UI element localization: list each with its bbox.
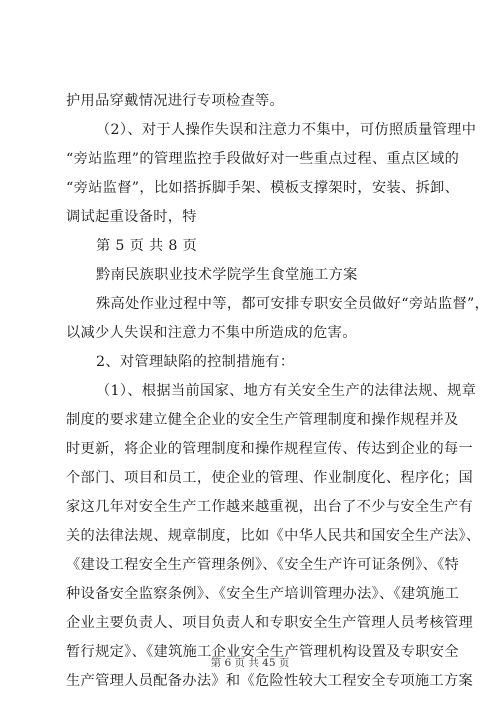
- text-line-19: 企业主要负责人、项目负责人和专职安全生产管理人员考核管理: [66, 615, 474, 631]
- text-line-13: 时更新，将企业的管理制度和操作规程宣传、传达到企业的每一: [66, 441, 474, 457]
- text-line-21: 生产管理人员配备办法》和《危险性较大工程安全专项施工方案: [66, 673, 474, 689]
- text-line-9: 以减少人失误和注意力不集中所造成的危害。: [66, 325, 357, 341]
- section-heading: 2、对管理缺陷的控制措施有：: [96, 354, 295, 370]
- page-marker: 第 5 页 共 8 页: [96, 238, 198, 254]
- text-line-20: 暂行规定》、《建筑施工企业安全生产管理机构设置及专职安全: [66, 644, 459, 660]
- text-line-16: 关的法律法规、规章制度，比如《中华人民共和国安全生产法》、: [66, 528, 481, 544]
- text-line-14: 个部门、项目和员工，使企业的管理、作业制度化、程序化；国: [66, 470, 474, 486]
- text-line-4: “旁站监督”，比如搭拆脚手架、模板支撑架时，安装、拆卸、: [66, 180, 460, 196]
- text-line-8: 殊高处作业过程中等，都可安排专职安全员做好“旁站监督”，: [96, 296, 490, 312]
- text-line-17: 《建设工程安全生产管理条例》、《安全生产许可证条例》、《特: [66, 557, 460, 573]
- text-line-5: 调试起重设备时，特: [66, 209, 197, 225]
- page-footer: 第 6 页 共 45 页: [210, 657, 290, 669]
- text-line-2: （2）、对于人操作失误和注意力不集中，可仿照质量管理中: [96, 122, 477, 138]
- text-line-18: 种设备安全监察条例》、《安全生产培训管理办法》、《建筑施工: [66, 586, 460, 602]
- text-line-15: 家这几年对安全生产工作越来越重视，出台了不少与安全生产有: [66, 499, 474, 515]
- text-line-3: “旁站监理”的管理监控手段做好对一些重点过程、重点区域的: [66, 151, 460, 167]
- document-title: 黔南民族职业技术学院学生食堂施工方案: [96, 267, 358, 283]
- text-line-12: 制度的要求建立健全企业的安全生产管理制度和操作规程并及: [66, 412, 459, 428]
- text-line-11: （1）、根据当前国家、地方有关安全生产的法律法规、规章: [96, 383, 477, 399]
- text-line-1: 护用品穿戴情况进行专项检查等。: [66, 93, 285, 109]
